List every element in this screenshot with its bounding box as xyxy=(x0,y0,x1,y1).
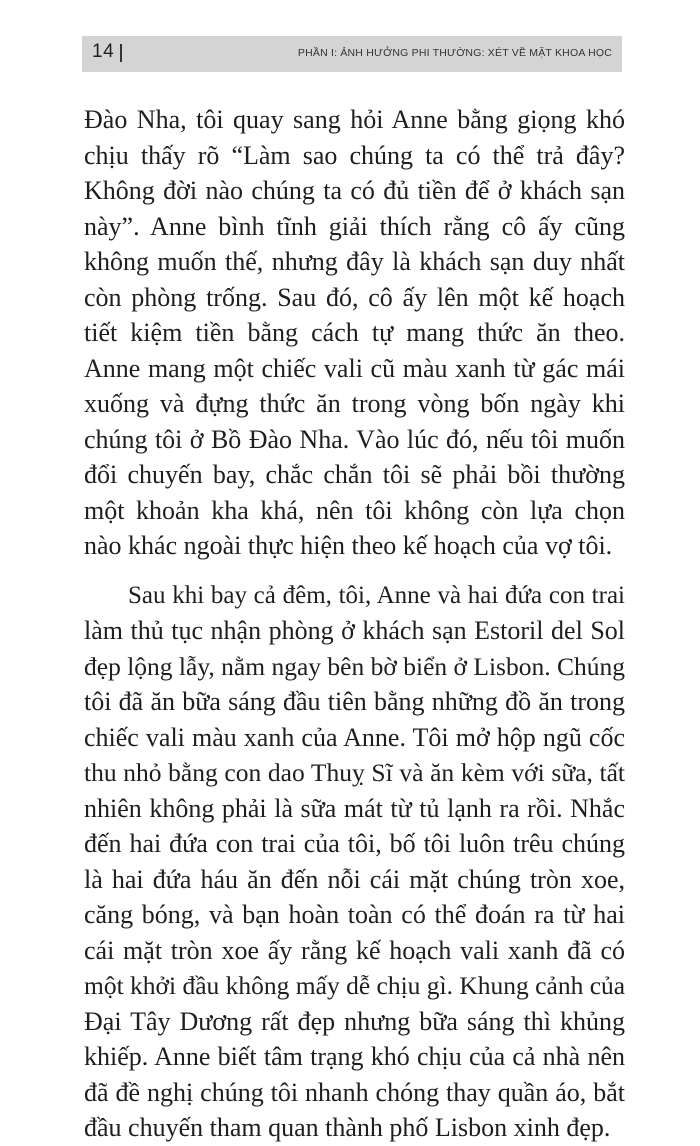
text-line: còn phòng trống. Sau đó, cô ấy lên một kế hoạch xyxy=(84,282,625,312)
text-line: chiếc vali màu xanh của Anne. Tôi mở hộp ngũ cốc xyxy=(84,722,625,752)
text-line: cái mặt tròn xoe ấy rằng kế hoạch vali xanh đã có xyxy=(84,935,625,965)
text-line: Đào Nha, tôi quay sang hỏi Anne bằng giọng khó xyxy=(84,105,625,134)
running-header xyxy=(82,36,622,72)
text-line: Sau khi bay cả đêm, tôi, Anne và hai đứa con trai xyxy=(128,581,625,609)
body-text xyxy=(84,102,625,1146)
text-line: đến hai đứa con trai của tôi, bố tôi luôn trêu chúng xyxy=(84,829,625,858)
text-line: tiết kiệm tiền bằng cách tự mang thức ăn theo. xyxy=(84,318,625,347)
text-line: nào khác ngoài thực hiện theo kế hoạch của vợ tôi. xyxy=(84,531,613,560)
text-line: đầu chuyến tham quan thành phố Lisbon xinh đẹp. xyxy=(84,1113,611,1142)
text-line: Anne mang một chiếc vali cũ màu xanh từ gác mái xyxy=(84,353,625,383)
text-line: làm thủ tục nhận phòng ở khách sạn Estoril del Sol xyxy=(84,616,625,645)
text-line: thu nhỏ bằng con dao Thuỵ Sĩ và ăn kèm với sữa, tất xyxy=(84,758,625,787)
text-line: đã đề nghị chúng tôi nhanh chóng thay quần áo, bắt xyxy=(84,1077,625,1107)
text-line: một khoản kha khá, nên tôi không còn lựa chọn xyxy=(84,495,625,525)
text-line: xuống và đựng thức ăn trong vòng bốn ngày khi xyxy=(84,389,625,418)
header-divider xyxy=(120,44,122,62)
text-line: chịu thấy rõ “Làm sao chúng ta có thể trả đây? xyxy=(84,140,625,170)
paragraph-gap xyxy=(84,564,625,578)
text-line: một khởi đầu không mấy dễ chịu gì. Khung cảnh của xyxy=(84,971,626,1000)
text-line: không muốn thế, nhưng đây là khách sạn duy nhất xyxy=(84,247,625,276)
paragraph xyxy=(84,102,625,564)
text-line: khiếp. Anne biết tâm trạng khó chịu của cả nhà nên xyxy=(84,1042,625,1071)
text-line: Không đời nào chúng ta có đủ tiền để ở khách sạn xyxy=(84,176,625,205)
text-line: tôi đã ăn bữa sáng đầu tiên bằng những đồ ăn trong xyxy=(84,687,625,716)
paragraph xyxy=(84,578,625,1146)
page-number: 14 xyxy=(92,41,115,62)
running-title: PHẦN I: ẢNH HƯỞNG PHI THƯỜNG: XÉT VỀ MẶT KHOA HỌC xyxy=(297,47,612,59)
text-line: Đại Tây Dương rất đẹp nhưng bữa sáng thì khủng xyxy=(84,1006,625,1036)
text-line: đẹp lộng lẫy, nằm ngay bên bờ biển ở Lisbon. Chúng xyxy=(84,651,625,681)
text-line: chúng tôi ở Bồ Đào Nha. Vào lúc đó, nếu tôi muốn xyxy=(84,424,625,454)
text-line: này”. Anne bình tĩnh giải thích rằng cô ấy cũng xyxy=(84,211,625,241)
text-line: căng bóng, và bạn hoàn toàn có thể đoán ra từ hai xyxy=(84,900,625,929)
text-line: là hai đứa háu ăn đến nỗi cái mặt chúng tròn xoe, xyxy=(84,864,625,894)
text-line: đổi chuyến bay, chắc chắn tôi sẽ phải bồi thường xyxy=(84,460,625,489)
text-line: nhiên không phải là sữa mát từ tủ lạnh ra rồi. Nhắc xyxy=(84,793,625,823)
